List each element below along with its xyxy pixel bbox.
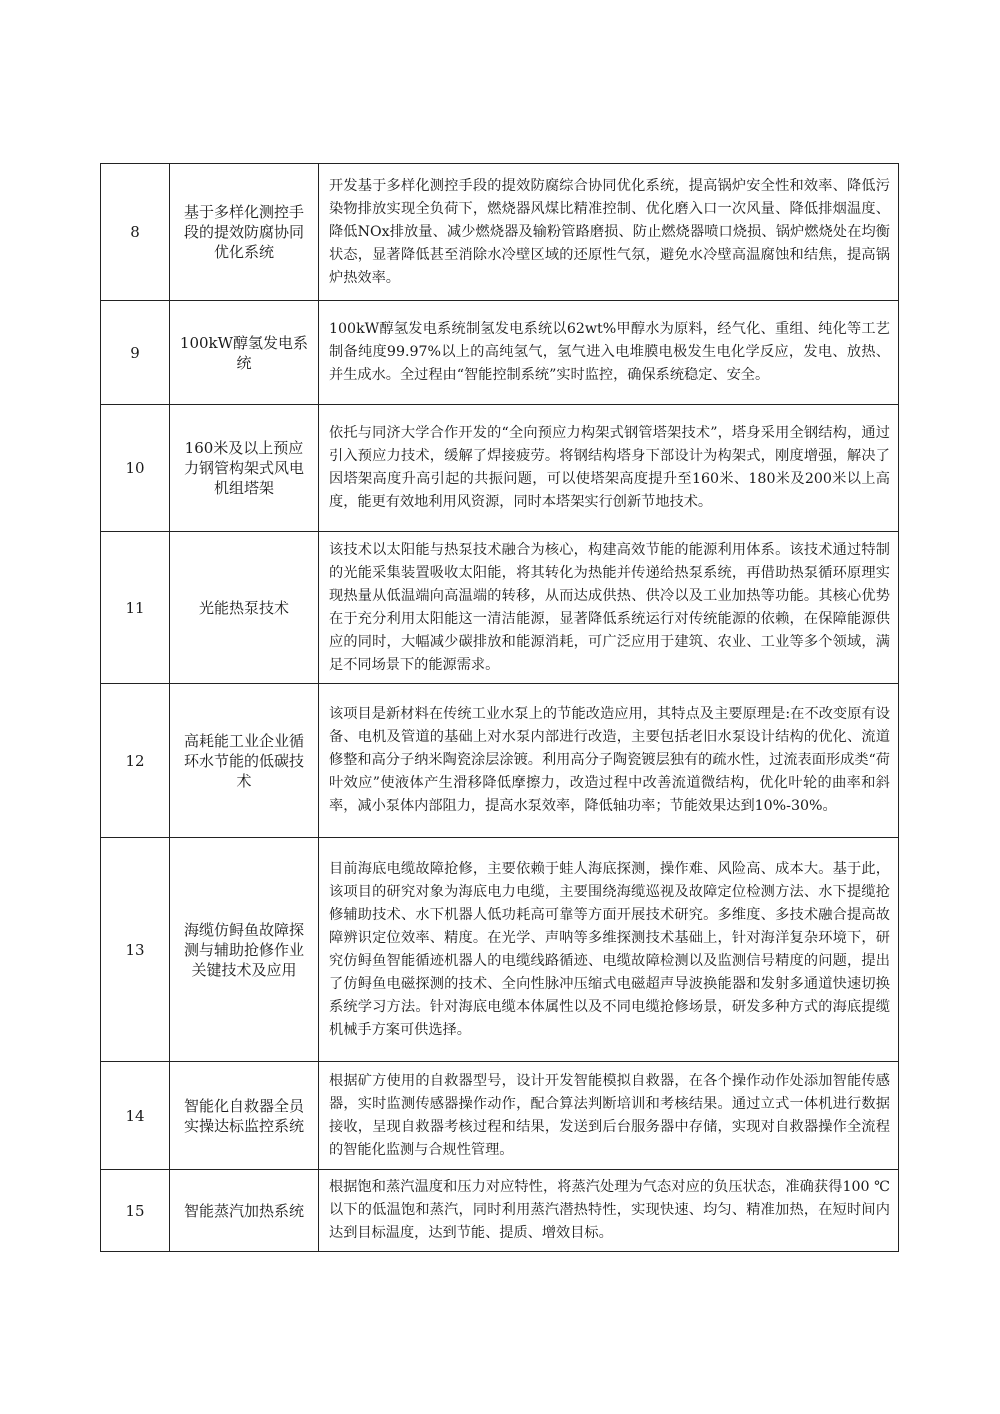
table-row bbox=[101, 1062, 899, 1170]
table-row bbox=[101, 684, 899, 838]
technology-description: 根据饱和蒸汽温度和压力对应特性，将蒸汽处理为气态对应的负压状态，准确获得100 ℃以下的低温饱和蒸汽，同时利用蒸汽潜热特性，实现快速、均匀、精准加热，在短时间内达到目标温度，达到节能、提质、增效目标。 bbox=[319, 1170, 899, 1252]
technology-name: 海缆仿鲟鱼故障探测与辅助抢修作业关键技术及应用 bbox=[170, 838, 319, 1062]
table-row bbox=[101, 1170, 899, 1252]
technology-name: 100kW醇氢发电系统 bbox=[170, 301, 319, 405]
row-number: 10 bbox=[101, 405, 170, 532]
technology-name: 基于多样化测控手段的提效防腐协同优化系统 bbox=[170, 164, 319, 301]
technology-description: 100kW醇氢发电系统制氢发电系统以62wt%甲醇水为原料，经气化、重组、纯化等工艺制备纯度99.97%以上的高纯氢气，氢气进入电堆膜电极发生电化学反应，发电、放热、并生成水。全过程由“智能控制系统”实时监控，确保系统稳定、安全。 bbox=[319, 301, 899, 405]
technology-name: 160米及以上预应力钢管构架式风电机组塔架 bbox=[170, 405, 319, 532]
technology-name: 光能热泵技术 bbox=[170, 532, 319, 684]
technology-name: 智能化自救器全员实操达标监控系统 bbox=[170, 1062, 319, 1170]
technology-description: 开发基于多样化测控手段的提效防腐综合协同优化系统，提高锅炉安全性和效率、降低污染物排放实现全负荷下，燃烧器风煤比精准控制、优化磨入口一次风量、降低排烟温度、降低NOx排放量、减少燃烧器及输粉管路磨损、防止燃烧器喷口烧损、锅炉燃烧处在均衡状态，显著降低甚至消除水冷壁区域的还原性气氛，避免水冷壁高温腐蚀和结焦，提高锅炉热效率。 bbox=[319, 164, 899, 301]
table-row bbox=[101, 164, 899, 301]
technology-description: 目前海底电缆故障抢修，主要依赖于蛙人海底探测，操作难、风险高、成本大。基于此，该项目的研究对象为海底电力电缆，主要围绕海缆巡视及故障定位检测方法、水下提缆抢修辅助技术、水下机器人低功耗高可靠等方面开展技术研究。多维度、多技术融合提高故障辨识定位效率、精度。在光学、声呐等多维探测技术基础上，针对海洋复杂环境下，研究仿鲟鱼智能循迹机器人的电缆线路循迹、电缆故障检测以及监测信号精度的问题，提出了仿鲟鱼电磁探测的技术、全向性脉冲压缩式电磁超声导波换能器和发射多通道快速切换系统学习方法。针对海底电缆本体属性以及不同电缆抢修场景，研发多种方式的海底提缆机械手方案可供选择。 bbox=[319, 838, 899, 1062]
row-number: 15 bbox=[101, 1170, 170, 1252]
row-number: 14 bbox=[101, 1062, 170, 1170]
row-number: 9 bbox=[101, 301, 170, 405]
technology-description: 依托与同济大学合作开发的“全向预应力构架式钢管塔架技术”，塔身采用全钢结构，通过引入预应力技术，缓解了焊接疲劳。将钢结构塔身下部设计为构架式，刚度增强，解决了因塔架高度升高引起的共振问题，可以使塔架高度提升至160米、180米及200米以上高度，能更有效地利用风资源，同时本塔架实行创新节地技术。 bbox=[319, 405, 899, 532]
table-row bbox=[101, 301, 899, 405]
table-row bbox=[101, 405, 899, 532]
row-number: 11 bbox=[101, 532, 170, 684]
table-row bbox=[101, 532, 899, 684]
row-number: 8 bbox=[101, 164, 170, 301]
technology-description: 根据矿方使用的自救器型号，设计开发智能模拟自救器，在各个操作动作处添加智能传感器，实时监测传感器操作动作，配合算法判断培训和考核结果。通过立式一体机进行数据接收，呈现自救器考核过程和结果，发送到后台服务器中存储，实现对自救器操作全流程的智能化监测与合规性管理。 bbox=[319, 1062, 899, 1170]
row-number: 13 bbox=[101, 838, 170, 1062]
technology-name: 智能蒸汽加热系统 bbox=[170, 1170, 319, 1252]
table-row bbox=[101, 838, 899, 1062]
technology-description: 该项目是新材料在传统工业水泵上的节能改造应用，其特点及主要原理是:在不改变原有设备、电机及管道的基础上对水泵内部进行改造，主要包括老旧水泵设计结构的优化、流道修整和高分子纳米陶瓷涂层涂镀。利用高分子陶瓷镀层独有的疏水性，过流表面形成类“荷叶效应”使液体产生滑移降低摩擦力，改造过程中改善流道微结构，优化叶轮的曲率和斜率，减小泵体内部阻力，提高水泵效率，降低轴功率；节能效果达到10%-30%。 bbox=[319, 684, 899, 838]
technology-description: 该技术以太阳能与热泵技术融合为核心，构建高效节能的能源利用体系。该技术通过特制的光能采集装置吸收太阳能，将其转化为热能并传递给热泵系统，再借助热泵循环原理实现热量从低温端向高温端的转移，从而达成供热、供冷以及工业加热等功能。其核心优势在于充分利用太阳能这一清洁能源，显著降低系统运行对传统能源的依赖，在保障能源供应的同时，大幅减少碳排放和能源消耗，可广泛应用于建筑、农业、工业等多个领域，满足不同场景下的能源需求。 bbox=[319, 532, 899, 684]
technology-name: 高耗能工业企业循环水节能的低碳技术 bbox=[170, 684, 319, 838]
row-number: 12 bbox=[101, 684, 170, 838]
technology-table bbox=[100, 163, 899, 1252]
